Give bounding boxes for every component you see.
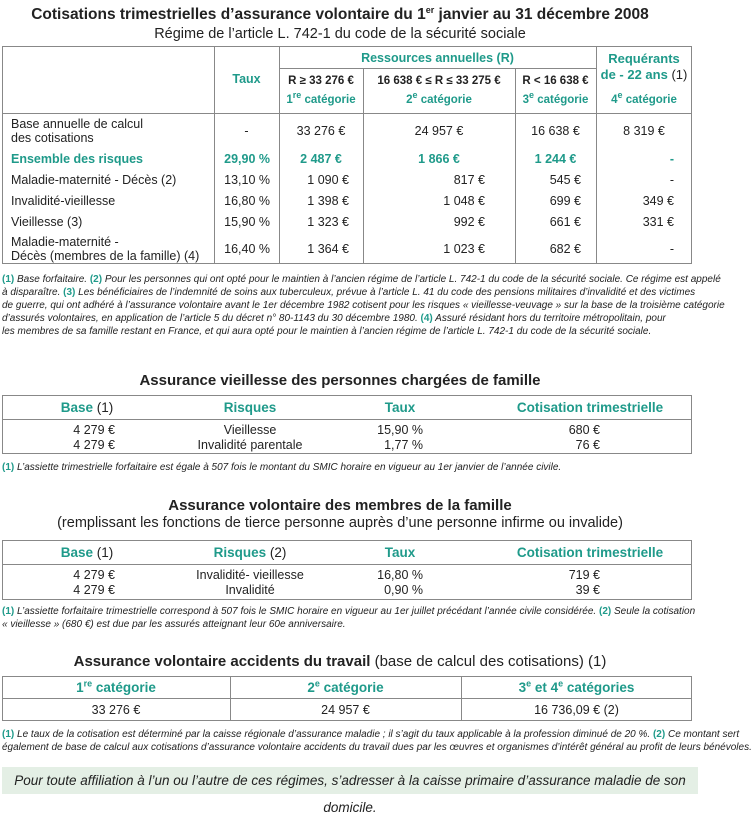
cat2-label: 2e catégorie <box>406 90 472 106</box>
vieillesse-r1-base: 4 279 € <box>73 438 115 452</box>
footnote-line: (1) Le taux de la cotisation est déterminé par la caisse régionale d’assurance maladie ; il s’agit du taux applicable à la profession diminué de 20 %. (2) Ce montant sert <box>2 729 740 740</box>
header-taux: Taux <box>232 72 261 86</box>
row-maladie-taux: 13,10 % <box>224 173 270 187</box>
accidents-h1: 1re catégorie <box>76 678 156 695</box>
affiliation-footer: Pour toute affiliation à l’un ou l’autre de ces régimes, s’adresser à la caisse primaire d’assurance maladie de son domicile. <box>2 767 698 794</box>
vieillesse-title: Assurance vieillesse des personnes chargées de famille <box>139 372 541 389</box>
row-maladie-famille-c2: 1 023 € <box>443 242 485 256</box>
famille-subtitle: (remplissant les fonctions de tierce personne auprès d’une personne infirme ou invalide) <box>57 515 623 531</box>
footnote-line: « vieillesse » (680 €) est due par les assurés atteignant leur 60e anniversaire. <box>2 619 346 630</box>
row-vieillesse-c3: 661 € <box>549 215 581 229</box>
header-requerants: Requérants <box>608 51 680 66</box>
row-maladie-famille-c1: 1 364 € <box>307 242 349 256</box>
row-vieillesse-taux: 15,90 % <box>224 215 270 229</box>
accidents-h2: 2e catégorie <box>307 678 384 695</box>
famille-r1-cot: 39 € <box>575 583 600 597</box>
vieillesse-r1-risque: Invalidité parentale <box>197 438 303 452</box>
famille-r0-base: 4 279 € <box>73 568 115 582</box>
cat1-range: R ≥ 33 276 € <box>288 75 354 87</box>
row-maladie-famille-c3: 682 € <box>549 242 581 256</box>
row-ensemble-c3: 1 244 € <box>534 152 577 166</box>
cat1-label: 1re catégorie <box>286 90 356 106</box>
footnote-line: (1) Base forfaitaire. (2) Pour les personnes qui ont opté pour le maintien à l’ancien régime de l’article L. 742-1 du code de la sécurité sociale. Ce régime est appelé <box>2 274 721 285</box>
cat3-range: R < 16 638 € <box>522 75 589 87</box>
accidents-title: Assurance volontaire accidents du travail (base de calcul des cotisations) (1) <box>73 653 607 670</box>
vieillesse-r1-cot: 76 € <box>575 438 600 452</box>
vieillesse-r0-risque: Vieillesse <box>223 423 277 437</box>
famille-r1-risque: Invalidité <box>225 583 275 597</box>
row-base-c3: 16 638 € <box>531 124 580 138</box>
vieillesse-h-risques: Risques <box>223 400 277 415</box>
footnote-line: (1) L’assiette forfaitaire trimestrielle correspond à 507 fois le SMIC horaire en vigueur au 1er juillet précédant l’année civile considérée. (2) Seule la cotisation <box>2 606 696 617</box>
row-invalidite-c4: 349 € <box>642 194 674 208</box>
famille-title: Assurance volontaire des membres de la famille <box>168 497 512 514</box>
famille-r0-cot: 719 € <box>568 568 600 582</box>
footnote-line: les membres de sa famille restant en France, et qui aura opté pour le maintien à l’ancien régime de l’article L. 742-1 du code de la sécurité sociale. <box>2 326 652 337</box>
row-invalidite-c2: 1 048 € <box>443 194 485 208</box>
row-maladie-famille-taux: 16,40 % <box>224 242 270 256</box>
footnote-line: également de base de calcul aux cotisations d’assurance volontaire accidents du travail dues par les œuvres et organismes d’intérêt général au profit de leurs bénévoles. <box>2 742 752 753</box>
footnote-line: de guerre, qui ont adhéré à l’assurance volontaire avant le 1er décembre 1982 cotisent pour les risques « vieillesse-veuvage » sur la base de la troisième catégorie <box>2 300 725 311</box>
vieillesse-r0-base: 4 279 € <box>73 423 115 437</box>
famille-h-cotisation: Cotisation trimestrielle <box>516 545 664 560</box>
famille-h-risques: Risques (2) <box>213 545 287 560</box>
footnote-line: à disparaître. (3) Les bénéficiaires de l’indemnité de soins aux tuberculeux, prévue à l’article L. 41 du code des pensions militaires d’invalidité et des victimes <box>2 287 696 298</box>
row-invalidite-c1: 1 398 € <box>307 194 349 208</box>
row-ensemble-c1: 2 487 € <box>300 152 342 166</box>
cat4-label: 4e catégorie <box>611 90 677 106</box>
row-invalidite-taux: 16,80 % <box>224 194 270 208</box>
row-base-label: Base annuelle de calcul des cotisations <box>11 117 144 145</box>
famille-r1-base: 4 279 € <box>73 583 115 597</box>
famille-h-taux: Taux <box>384 545 416 560</box>
vieillesse-h-base: Base (1) <box>60 400 114 415</box>
row-invalidite-c3: 699 € <box>549 194 581 208</box>
row-maladie-c4: - <box>669 173 674 187</box>
row-vieillesse-c2: 992 € <box>453 215 485 229</box>
main-title: Cotisations trimestrielles d’assurance volontaire du 1er janvier au 31 décembre 2008 <box>31 4 649 23</box>
row-ensemble-c2: 1 866 € <box>418 152 460 166</box>
row-vieillesse-label: Vieillesse (3) <box>11 215 83 229</box>
cat3-label: 3e catégorie <box>522 90 589 106</box>
famille-r1-taux: 0,90 % <box>384 583 423 597</box>
header-requerants-age: de - 22 ans (1) <box>600 67 688 82</box>
row-invalidite-label: Invalidité-vieillesse <box>11 194 116 208</box>
cat2-range: 16 638 € ≤ R ≤ 33 275 € <box>377 75 501 87</box>
vieillesse-footnote: (1) L’assiette trimestrielle forfaitaire est égale à 507 fois le montant du SMIC horaire en vigueur au 1er janvier de l’année civile. <box>2 462 562 473</box>
row-ensemble-c4: - <box>669 152 674 166</box>
row-vieillesse-c1: 1 323 € <box>307 215 349 229</box>
accidents-v1: 33 276 € <box>91 703 141 717</box>
famille-h-base: Base (1) <box>60 545 114 560</box>
accidents-v2: 24 957 € <box>321 703 370 717</box>
row-maladie-famille-label: Maladie-maternité - Décès (membres de la famille) (4) <box>11 235 200 263</box>
row-vieillesse-c4: 331 € <box>642 215 674 229</box>
row-ensemble-taux: 29,90 % <box>224 152 270 166</box>
row-ensemble-label: Ensemble des risques <box>11 152 144 166</box>
famille-r0-risque: Invalidité- vieillesse <box>196 568 304 582</box>
vieillesse-r0-taux: 15,90 % <box>377 423 423 437</box>
famille-r0-taux: 16,80 % <box>377 568 423 582</box>
header-ressources: Ressources annuelles (R) <box>361 51 514 65</box>
row-maladie-famille-c4: - <box>669 242 674 256</box>
vieillesse-r1-taux: 1,77 % <box>384 438 423 452</box>
accidents-v3: 16 736,09 € (2) <box>534 703 619 717</box>
row-base-c2: 24 957 € <box>414 124 464 138</box>
row-maladie-c1: 1 090 € <box>307 173 349 187</box>
row-base-c1: 33 276 € <box>296 124 346 138</box>
vieillesse-h-taux: Taux <box>384 400 416 415</box>
vieillesse-r0-cot: 680 € <box>568 423 600 437</box>
row-base-c4: 8 319 € <box>623 124 665 138</box>
main-subtitle: Régime de l’article L. 742-1 du code de la sécurité sociale <box>154 26 526 42</box>
vieillesse-h-cotisation: Cotisation trimestrielle <box>516 400 664 415</box>
row-maladie-label: Maladie-maternité - Décès (2) <box>11 173 177 187</box>
footnote-line: d’assurés volontaires, en application de l’article 5 du décret n° 80-1143 du 30 décembre 1980. (4) Assuré résidant hors du territoire métropolitain, pour <box>2 313 666 324</box>
accidents-h3: 3e et 4e catégories <box>518 678 635 695</box>
row-maladie-c3: 545 € <box>549 173 581 187</box>
row-maladie-c2: 817 € <box>453 173 485 187</box>
row-base-taux: - <box>244 124 249 138</box>
